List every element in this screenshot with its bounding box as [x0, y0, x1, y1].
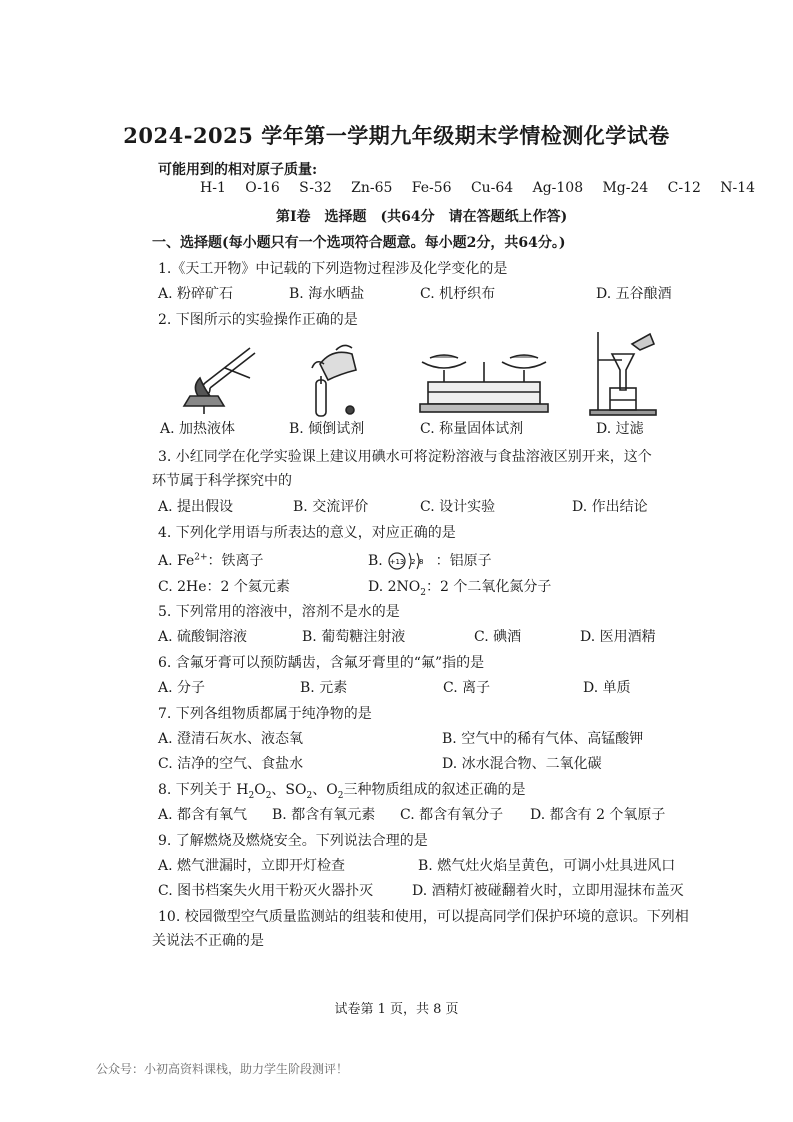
question-2-option-b: B. 倾倒试剂 [289, 421, 365, 437]
nucleus-charge: +13 [389, 558, 405, 566]
subscript: 2 [265, 790, 272, 801]
page-footer: 试卷第 1 页，共 8 页 [334, 1002, 459, 1017]
question-5-option-d: D. 医用酒精 [580, 629, 656, 645]
question-9-stem: 9. 了解燃烧及燃烧安全。下列说法合理的是 [158, 833, 428, 849]
question-6-stem: 6. 含氟牙膏可以预防龋齿，含氟牙膏里的“氟”指的是 [158, 655, 485, 671]
filtration-figure [588, 330, 668, 416]
formula: D. 2NO [368, 579, 421, 595]
stem-text: 、O [312, 782, 338, 798]
question-7-option-b: B. 空气中的稀有气体、高锰酸钾 [442, 731, 644, 747]
atomic-mass-item: C-12 [667, 180, 701, 196]
question-2-option-d: D. 过滤 [596, 421, 644, 437]
ion-charge: 2+ [194, 552, 208, 563]
question-10-stem: 10. 校园微型空气质量监测站的组装和使用，可以提高同学们保护环境的意识。下列相 [158, 909, 689, 925]
meaning: ：铝原子 [435, 553, 492, 569]
question-4-stem: 4. 下列化学用语与所表达的意义，对应正确的是 [158, 525, 456, 541]
shell-electrons: 2 [411, 558, 416, 566]
question-7-stem: 7. 下列各组物质都属于纯净物的是 [158, 706, 372, 722]
question-2-option-a: A. 加热液体 [160, 421, 236, 437]
shell-electrons: 8 [419, 558, 424, 566]
question-1-option-b: B. 海水晒盐 [289, 286, 365, 302]
question-7-option-c: C. 洁净的空气、食盐水 [158, 756, 304, 772]
volume-heading: 第I卷 选择题 (共64分 请在答题纸上作答) [276, 209, 568, 225]
question-8-option-b: B. 都含有氧元素 [272, 807, 376, 823]
question-7-option-d: D. 冰水混合物、二氧化碳 [442, 756, 602, 772]
question-3-option-c: C. 设计实验 [420, 499, 496, 515]
meaning: ：铁离子 [207, 553, 264, 569]
question-10-stem-continued: 关说法不正确的是 [152, 933, 264, 949]
formula: Fe [177, 553, 195, 569]
option-letter: A. [158, 553, 173, 569]
question-6-option-a: A. 分子 [158, 680, 206, 696]
balance-scale-figure [414, 348, 554, 416]
question-9-option-d: D. 酒精灯被碰翻着火时，立即用湿抹布盖灭 [412, 883, 684, 899]
atom-structure-icon [387, 550, 431, 572]
question-8-option-c: C. 都含有氧分子 [400, 807, 504, 823]
stem-text: 8. 下列关于 H [158, 782, 249, 798]
question-1-stem: 1.《天工开物》中记载的下列造物过程涉及化学变化的是 [158, 261, 508, 277]
stem-text: 三种物质组成的叙述正确的是 [343, 782, 526, 798]
question-8-option-a: A. 都含有氧气 [158, 807, 248, 823]
subscript: 2 [337, 790, 344, 801]
question-9-option-c: C. 图书档案失火用干粉灭火器扑灭 [158, 883, 374, 899]
atomic-mass-item: Zn-65 [351, 180, 393, 196]
pouring-reagent-figure [290, 340, 370, 420]
atomic-mass-label: 可能用到的相对原子质量: [158, 162, 318, 178]
question-5-option-c: C. 碘酒 [474, 629, 522, 645]
question-1-option-c: C. 机杼织布 [420, 286, 496, 302]
stem-text: 、SO [271, 782, 307, 798]
option-letter: B. [368, 553, 383, 569]
question-3-stem: 3. 小红同学在化学实验课上建议用碘水可将淀粉溶液与食盐溶液区别开来，这个 [158, 449, 652, 465]
question-4-option-a [158, 550, 264, 570]
question-3-stem-continued: 环节属于科学探究中的 [152, 473, 292, 489]
question-3-option-b: B. 交流评价 [293, 499, 369, 515]
question-8-option-d: D. 都含有 2 个氧原子 [530, 807, 666, 823]
question-4-option-d [368, 576, 551, 598]
atomic-mass-item: S-32 [299, 180, 332, 196]
question-9-option-b: B. 燃气灶火焰呈黄色，可调小灶具进风口 [418, 858, 676, 874]
question-2-stem: 2. 下图所示的实验操作正确的是 [158, 312, 358, 328]
atomic-mass-list [200, 180, 755, 196]
meaning: ：2 个二氧化氮分子 [426, 579, 552, 595]
question-1-option-d: D. 五谷酿酒 [596, 286, 672, 302]
subscript: 2 [248, 790, 255, 801]
question-6-option-d: D. 单质 [583, 680, 631, 696]
question-6-option-b: B. 元素 [300, 680, 348, 696]
question-5-option-b: B. 葡萄糖注射液 [302, 629, 406, 645]
question-3-option-d: D. 作出结论 [572, 499, 648, 515]
subscript: 2 [306, 790, 313, 801]
question-3-option-a: A. 提出假设 [158, 499, 234, 515]
subscript: 2 [420, 587, 426, 598]
atomic-mass-item: H-1 [200, 180, 226, 196]
atomic-mass-item: O-16 [245, 180, 280, 196]
question-7-option-a: A. 澄清石灰水、液态氧 [158, 731, 304, 747]
atomic-mass-item: Fe-56 [411, 180, 452, 196]
question-6-option-c: C. 离子 [443, 680, 491, 696]
stem-text: O [254, 782, 266, 798]
atomic-mass-item: N-14 [720, 180, 756, 196]
question-5-stem: 5. 下列常用的溶液中，溶剂不是水的是 [158, 604, 400, 620]
question-9-option-a: A. 燃气泄漏时，立即开灯检查 [158, 858, 346, 874]
page-title: 2024-2025 学年第一学期九年级期末学情检测化学试卷 [123, 123, 670, 148]
section-heading: 一、选择题(每小题只有一个选项符合题意。每小题2分，共64分。) [152, 235, 566, 251]
question-4-option-c: C. 2He：2 个氦元素 [158, 579, 290, 595]
question-4-option-b [368, 550, 492, 572]
watermark: 公众号：小初高资料课栈，助力学生阶段测评！ [96, 1062, 349, 1076]
question-1-option-a: A. 粉碎矿石 [158, 286, 234, 302]
atomic-mass-item: Cu-64 [470, 180, 514, 196]
atomic-mass-item: Mg-24 [602, 180, 649, 196]
question-8-stem [158, 779, 525, 801]
atomic-mass-item: Ag-108 [532, 180, 584, 196]
question-5-option-a: A. 硫酸铜溶液 [158, 629, 248, 645]
question-2-option-c: C. 称量固体试剂 [420, 421, 524, 437]
heating-liquid-figure [170, 338, 270, 418]
